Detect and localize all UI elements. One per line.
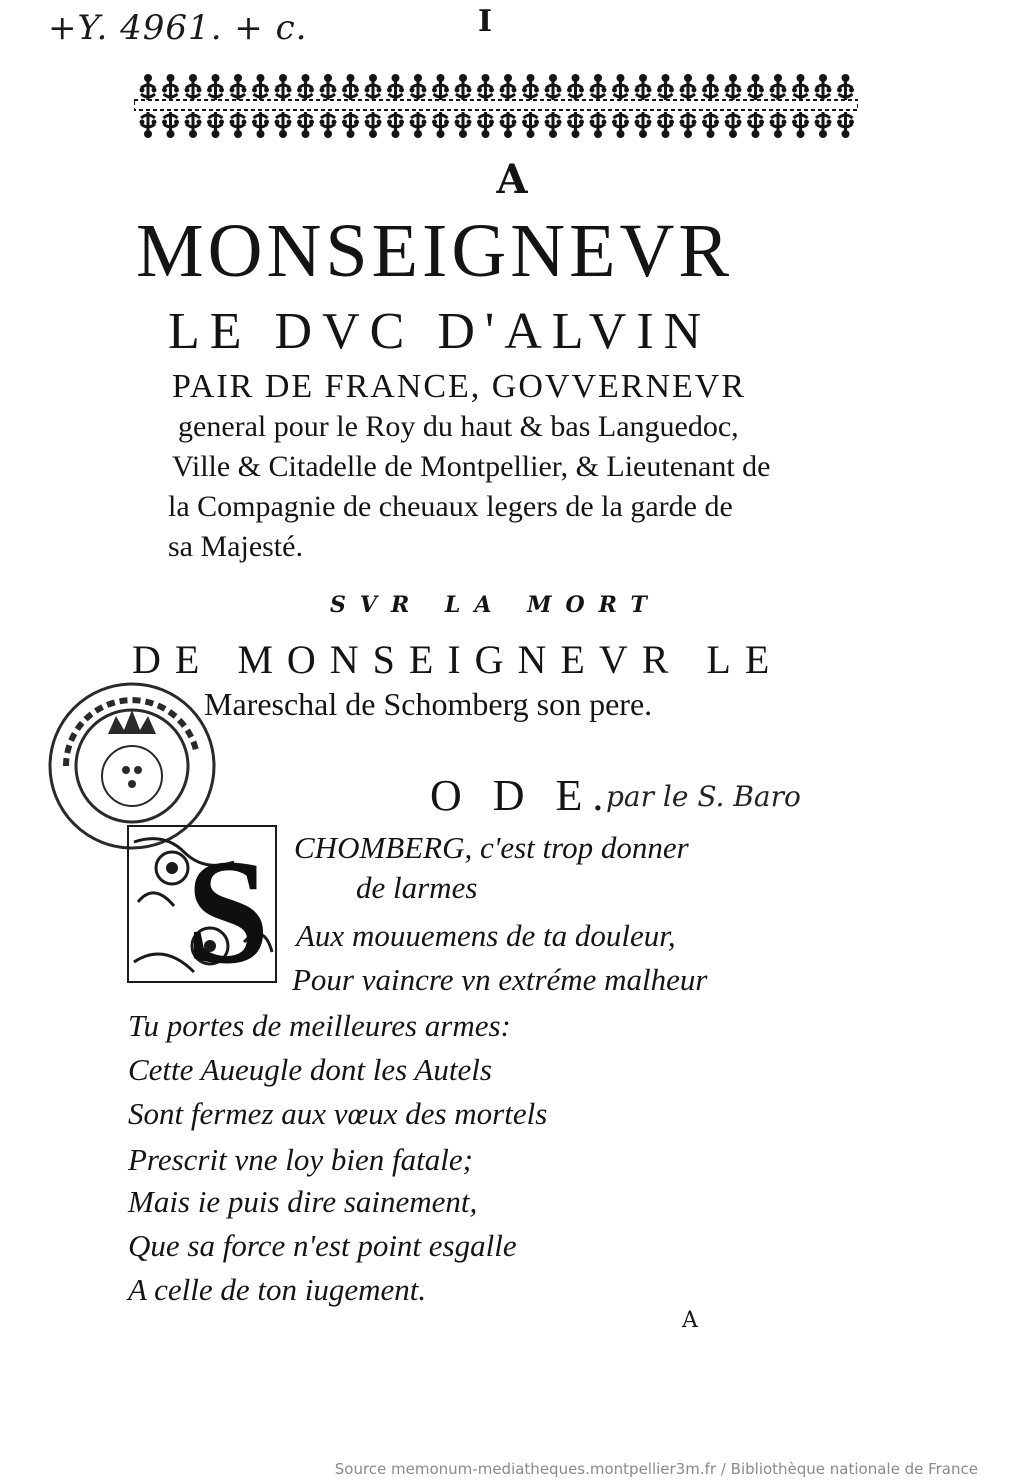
catchword: A — [682, 1308, 698, 1333]
heading-ode: O D E. — [430, 771, 614, 820]
subtitle-mareschal: Mareschal de Schomberg son pere. — [204, 686, 653, 722]
verse-line: Pour vaincre vn extréme malheur — [292, 962, 708, 997]
verse-line: Tu portes de meilleures armes: — [128, 1008, 511, 1043]
verse-line: Que sa force n'est point esgalle — [128, 1228, 517, 1263]
verse-line: A celle de ton iugement. — [128, 1272, 427, 1307]
handwritten-attribution: par le S. Baro — [606, 780, 801, 813]
svg-text:S: S — [186, 829, 270, 986]
verse-line: Mais ie puis dire sainement, — [128, 1184, 478, 1219]
fleuron-ornament-band — [134, 70, 858, 142]
body-line: la Compagnie de cheuaux legers de la garde de — [168, 490, 733, 523]
body-line: general pour le Roy du haut & bas Languedoc, — [178, 410, 739, 443]
source-footer: Source memonum-mediatheques.montpellier3m.fr / Bibliothèque nationale de France — [334, 1460, 978, 1478]
title-a: A — [496, 156, 528, 203]
handwritten-shelfmark: +Y. 4961. + c. — [48, 8, 308, 48]
verse-line: Aux mouuemens de ta douleur, — [296, 918, 676, 953]
title-duc: LE DVC D'ALVIN — [168, 303, 712, 360]
verse-line: Prescrit vne loy bien fatale; — [128, 1142, 473, 1177]
folio-number: I — [478, 4, 493, 39]
verse-line: Sont fermez aux vœux des mortels — [128, 1096, 548, 1131]
verse-line: de larmes — [356, 870, 478, 905]
verse-line: CHOMBERG, c'est trop donner — [294, 830, 689, 865]
title-monseigneur: MONSEIGNEVR — [136, 209, 734, 293]
subtitle-de-monseigneur: DE MONSEIGNEVR LE — [132, 637, 784, 682]
body-line: sa Majesté. — [168, 530, 303, 563]
body-line: Ville & Citadelle de Montpellier, & Lieutenant de — [172, 450, 771, 483]
title-pair-de-france: PAIR DE FRANCE, GOVVERNEVR — [172, 368, 747, 405]
verse-line: Cette Aueugle dont les Autels — [128, 1052, 492, 1087]
decorated-initial-s — [124, 822, 280, 986]
subtitle-sur-la-mort: SVR LA MORT — [330, 592, 661, 618]
